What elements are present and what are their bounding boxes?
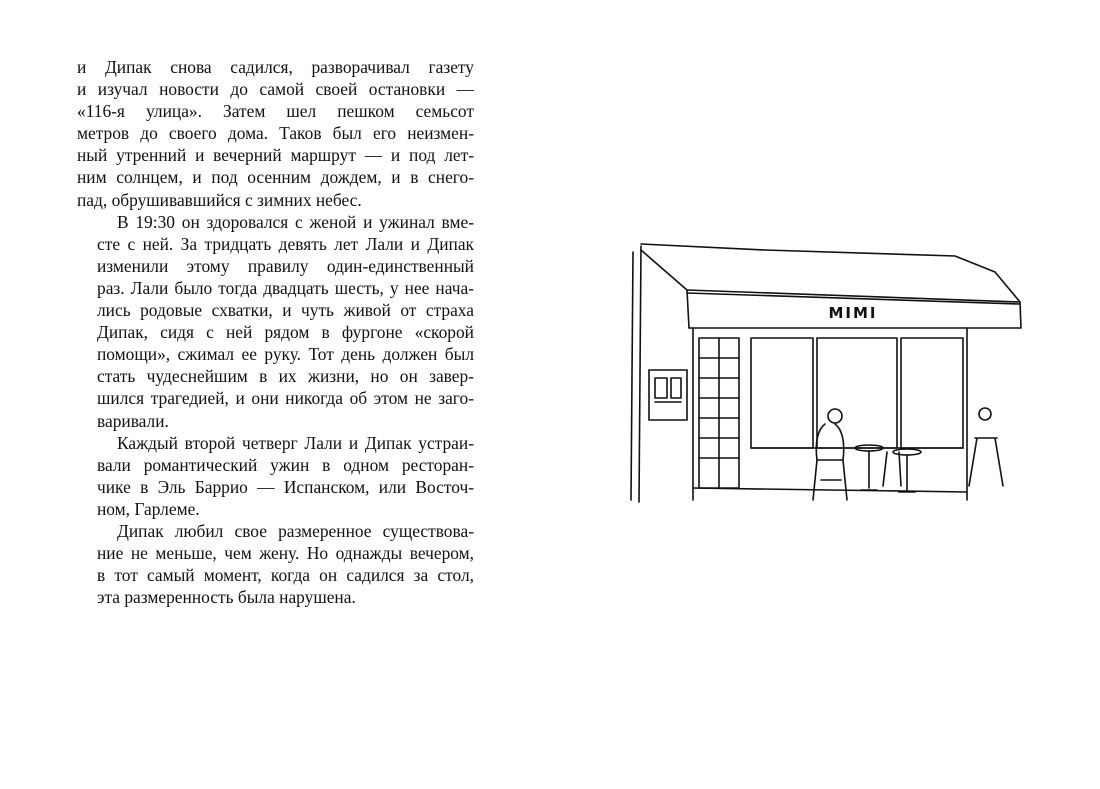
- window: [901, 338, 963, 448]
- paragraph-2: [77, 211, 474, 432]
- cafe-drawing: [625, 238, 1035, 510]
- text-line: Дипак любил свое размеренное существова-: [117, 520, 474, 541]
- building-edge-line: [639, 246, 641, 502]
- menu-board: [655, 378, 681, 402]
- text-line: стать чудеснейшим в их жизни, но он завер-: [97, 366, 474, 387]
- restaurant-illustration: [625, 238, 1035, 510]
- text-line: ние не меньше, чем жену. Но однажды вечером,: [97, 543, 474, 564]
- text-line: и изучал новости до самой своей остановки —: [77, 79, 474, 100]
- chair: [883, 452, 901, 486]
- text-line: помощи», сжимал ее руку. Тот день должен был: [97, 344, 474, 365]
- text-line: Дипак, сидя с ней рядом в фургоне «скорой: [97, 322, 474, 343]
- text-line: пад, обрушивавшийся с зимних небес.: [77, 189, 362, 210]
- text-line: варивали.: [97, 410, 169, 431]
- text-line: ним солнцем, и под осенним дождем, и в снего-: [77, 167, 474, 188]
- window: [751, 338, 813, 448]
- text-line: метров до своего дома. Таков был его неизмен-: [77, 123, 474, 144]
- door-grid: [699, 338, 739, 488]
- text-line: лись родовые схватки, и чуть живой от страха: [97, 300, 474, 321]
- text-line: ном, Гарлеме.: [97, 498, 200, 519]
- body-text: [77, 56, 474, 608]
- text-line: шился трагедией, и они никогда об этом не заго-: [97, 388, 474, 409]
- awning-sign: MIMI: [828, 304, 878, 322]
- text-line: изменили этому правилу один-единственный: [97, 255, 474, 276]
- text-line: В 19:30 он здоровался с женой и ужинал вме-: [117, 211, 474, 232]
- ground-line: [693, 488, 967, 492]
- text-line: сте с ней. За тридцать девять лет Лали и Дипак: [97, 233, 474, 254]
- text-line: эта размеренность была нарушена.: [97, 587, 356, 608]
- table: [893, 449, 921, 455]
- paragraph-3: [77, 432, 474, 520]
- text-line: ный утренний и вечерний маршрут — и под лет-: [77, 145, 474, 166]
- person-body: [816, 424, 843, 460]
- text-line: вали романтический ужин в одном ресторан-: [97, 454, 474, 475]
- building-edge-line: [631, 252, 633, 500]
- chair: [969, 438, 1003, 486]
- paragraph-1: [77, 56, 474, 211]
- text-line: чике в Эль Баррио — Испанском, или Восточ-: [97, 476, 474, 497]
- person-head: [828, 409, 842, 423]
- table: [861, 451, 877, 490]
- person-head: [979, 408, 991, 420]
- text-line: Каждый второй четверг Лали и Дипак устраи-: [117, 432, 474, 453]
- awning-outline: [641, 250, 689, 328]
- text-line: в тот самый момент, когда он садился за стол,: [97, 565, 474, 586]
- text-line: и Дипак снова садился, разворачивал газету: [77, 57, 474, 77]
- paragraph-4: [77, 520, 474, 608]
- window: [817, 338, 897, 448]
- text-line: «116-я улица». Затем шел пешком семьсот: [77, 101, 474, 122]
- awning-front: [687, 293, 1020, 304]
- text-line: раз. Лали было тогда двадцать шесть, у нее нача-: [97, 277, 474, 298]
- chair: [813, 460, 847, 500]
